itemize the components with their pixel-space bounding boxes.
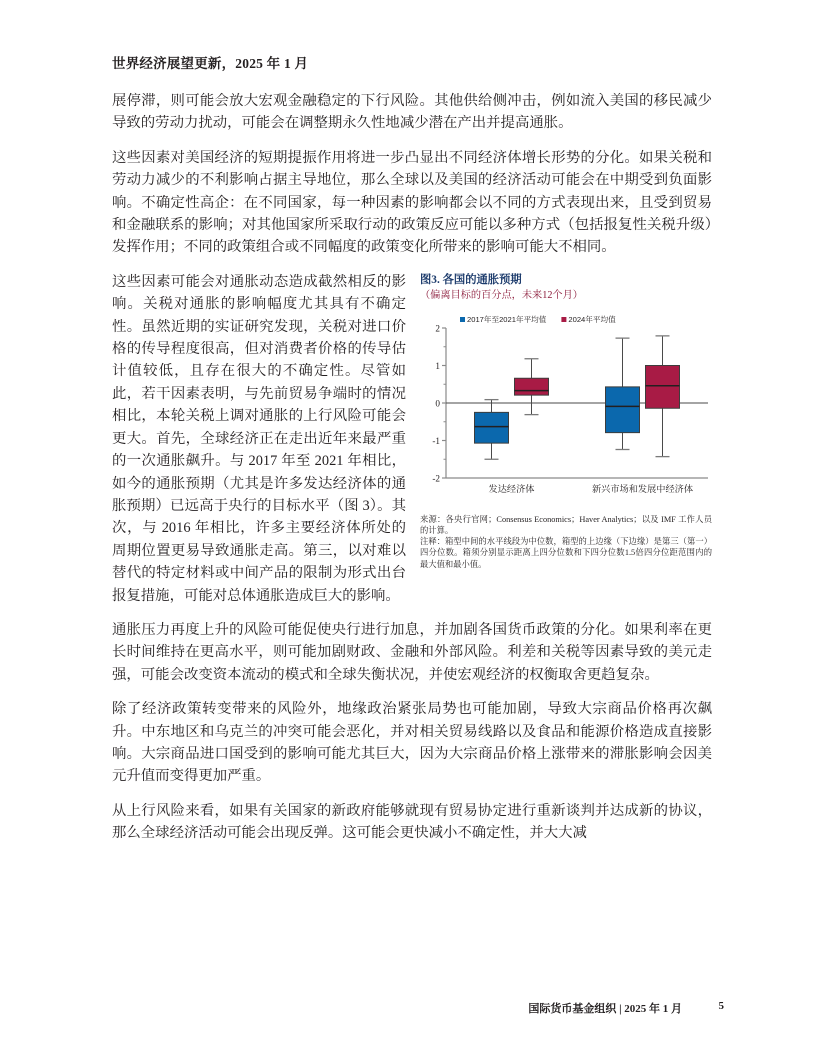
legend-label: 2024年平均值 xyxy=(568,314,616,324)
figure-subtitle: （偏离目标的百分点，未来12个月） xyxy=(420,289,583,301)
footer-organization: 国际货币基金组织 | 2025 年 1 月 xyxy=(528,1003,682,1015)
box-rect xyxy=(515,378,549,395)
legend-label: 2017年至2021年平均值 xyxy=(467,314,547,324)
box-plot-item xyxy=(515,359,549,415)
paragraph-1: 展停滞，则可能会放大宏观金融稳定的下行风险。其他供给侧冲击，例如流入美国的移民减少导致的劳动力扰动，可能会在调整期永久性地减少潜在产出并提高通胀。 xyxy=(112,93,712,132)
paragraph-2: 这些因素对美国经济的短期提振作用将进一步凸显出不同经济体增长形势的分化。如果关税和劳动力减少的不利影响占据主导地位，那么全球以及美国的经济活动可能会在中期受到负面影响。不确定性高企：在不同国家，每一种因素的影响都会以不同的方式表现出来，且受到贸易和金融联系的影响；对其他国家所采取行动的政策反应可能以多种方式（包括报复性关税升级）发挥作用；不同的政策组合或不同幅度的政策变化所带来的影响可能大不相同。 xyxy=(112,149,712,256)
footer-page-number: 5 xyxy=(718,1000,724,1012)
y-tick-label: 0 xyxy=(435,398,440,409)
box-plot-chart xyxy=(420,306,712,506)
figure-text-wrap-block xyxy=(112,271,712,607)
y-tick-label: -2 xyxy=(432,473,440,484)
y-tick-label: 1 xyxy=(435,360,440,371)
box-rect xyxy=(646,365,680,408)
figure-3 xyxy=(420,273,712,570)
paragraph-3: 这些因素可能会对通胀动态造成截然相反的影响。关税对通胀的影响幅度尤其具有不确定性。虽然近期的实证研究发现，关税对进口价格的传导程度很高，但对消费者价格的传导估计值较低，且存在很大的不确定性。尽管如此，若干因素表明，与先前贸易争端时的情况相比，本轮关税上调对通胀的上行风险可能会更大。首先，全球经济正在走出近年来最严重的一次通胀飙升。与 2017 年至 2021 年相比，如今的通胀预期（尤其是许多发达经济体的通胀预期）已远高于央行的目标水平（图 3）。其次，与 2016 年相比，许多主要经济体所处的周期位置更易导致通胀走高。第三，以对难以替代的特定材料或中间产品的限制为形式出台报复措施，可能对总体通胀造成巨大的影响。 xyxy=(112,273,406,604)
box-plot-item xyxy=(646,336,680,457)
paragraph-5: 除了经济政策转变带来的风险外，地缘政治紧张局势也可能加剧，导致大宗商品价格再次飙升。中东地区和乌克兰的冲突可能会恶化，并对相关贸易线路以及食品和能源价格造成直接影响。大宗商品进口国受到的影响可能尤其巨大，因为大宗商品价格上涨带来的滞胀影响会因美元升值而变得更加严重。 xyxy=(112,701,712,785)
y-tick-label: -1 xyxy=(432,435,440,446)
paragraph-4: 通胀压力再度上升的风险可能促使央行进行加息，并加剧各国货币政策的分化。如果利率在更长时间维持在更高水平，则可能加剧财政、金融和外部风险。利差和关税等因素导致的美元走强，可能会改变资本流动的模式和全球失衡状况，并使宏观经济的权衡取舍更趋复杂。 xyxy=(112,621,712,683)
legend-swatch xyxy=(460,317,465,322)
legend-swatch xyxy=(561,317,566,322)
box-plot-item xyxy=(606,338,640,449)
x-category-label: 发达经济体 xyxy=(488,483,535,494)
figure-source: 来源：各央行官网；Consensus Economics；Haver Analytics；以及 IMF 工作人员的计算。 xyxy=(420,514,712,536)
y-tick-label: 2 xyxy=(435,323,440,334)
document-body xyxy=(112,90,712,857)
page-header: 世界经济展望更新，2025 年 1 月 xyxy=(112,56,309,71)
chart-canvas xyxy=(420,306,712,506)
figure-title: 图3. 各国的通胀预期 xyxy=(420,273,522,286)
figure-notes xyxy=(420,514,712,570)
page-footer xyxy=(112,1000,724,1016)
x-category-label: 新兴市场和发展中经济体 xyxy=(591,483,694,494)
box-plot-item xyxy=(475,399,509,459)
box-rect xyxy=(475,412,509,443)
box-rect xyxy=(606,387,640,433)
paragraph-6: 从上行风险来看，如果有关国家的新政府能够就现有贸易协定进行重新谈判并达成新的协议，那么全球经济活动可能会出现反弹。这可能会更快减小不确定性，并大大减 xyxy=(112,802,712,842)
figure-note: 注释：箱型中间的水平线段为中位数，箱型的上边缘（下边缘）是第三（第一）四分位数。箱须分别显示距离上四分位数和下四分位数1.5倍四分位距范围内的最大值和最小值。 xyxy=(420,537,712,569)
